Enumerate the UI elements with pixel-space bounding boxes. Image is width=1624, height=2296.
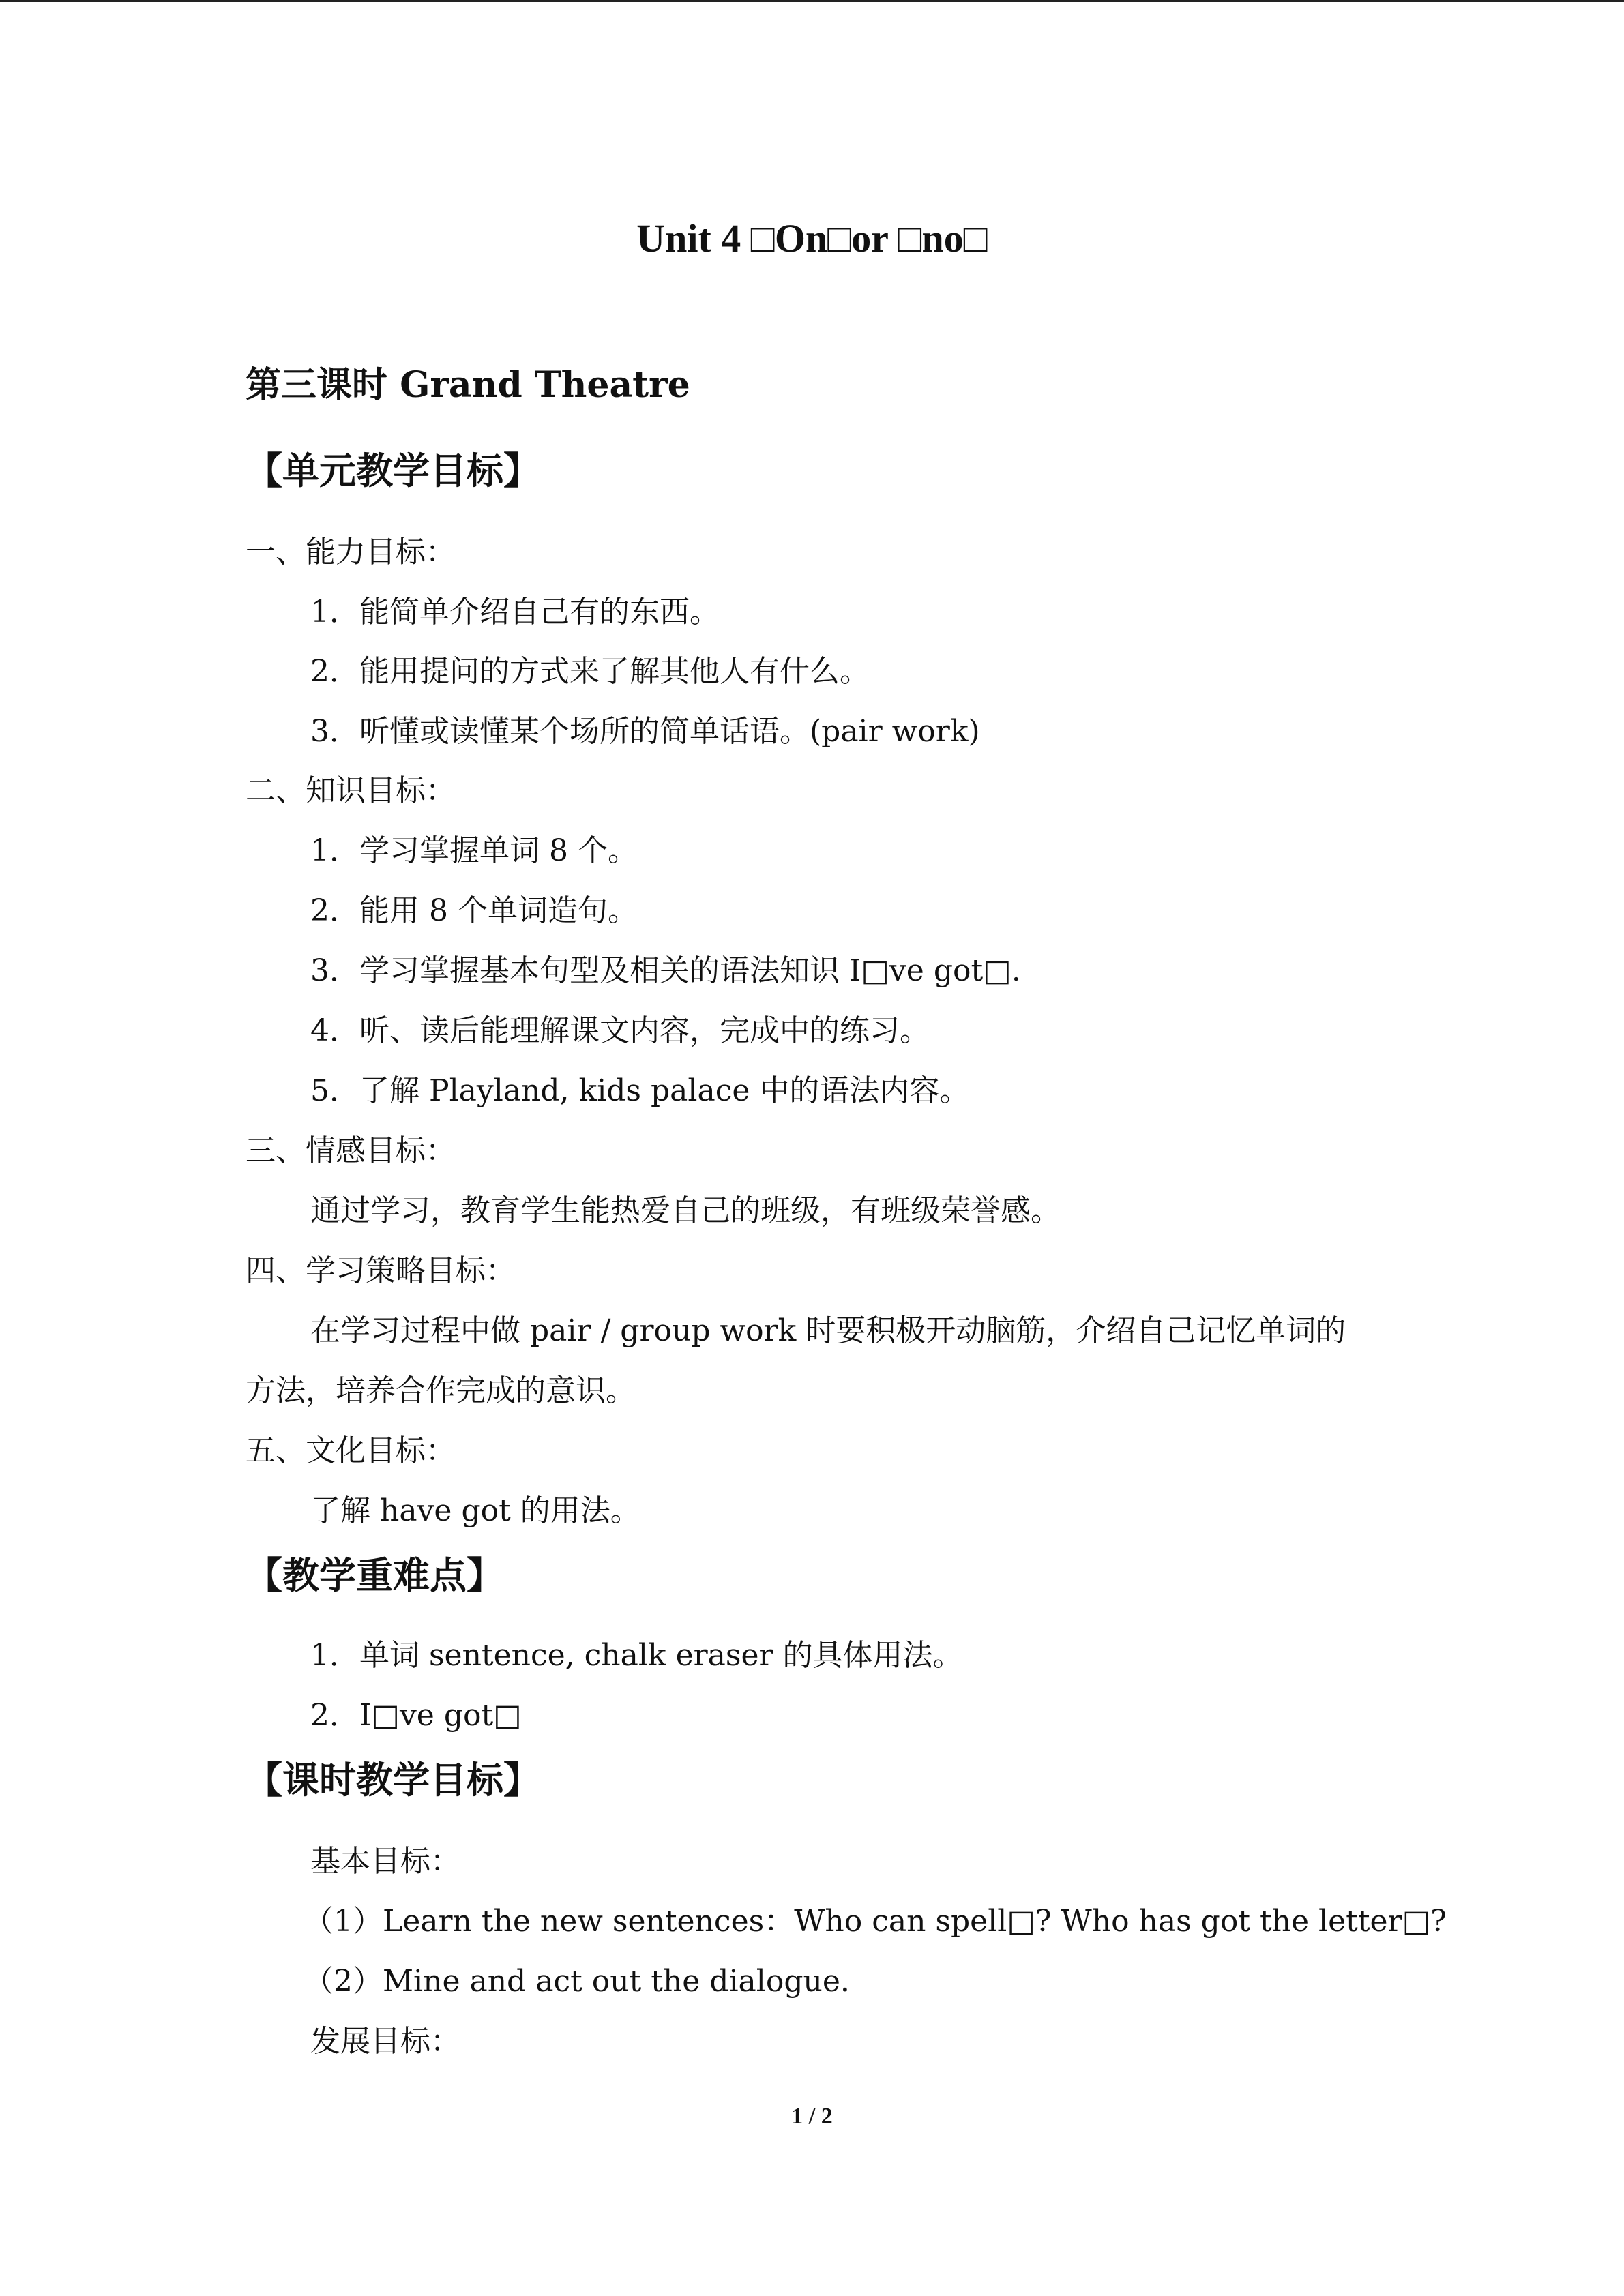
knowledge-item: 4．听、读后能理解课文内容，完成中的练习。 xyxy=(310,1013,930,1048)
ability-item: 2．能用提问的方式来了解其他人有什么。 xyxy=(310,654,870,689)
document-title: Unit 4 □On□or □no□ xyxy=(636,216,988,260)
ability-item: 3．听懂或读懂某个场所的简单话语。(pair work) xyxy=(310,714,980,749)
unit-goals-heading: 【单元教学目标】 xyxy=(246,449,540,492)
strategy-text-continued: 方法，培养合作完成的意识。 xyxy=(246,1373,636,1408)
ability-item: 1．能简单介绍自己有的东西。 xyxy=(310,595,720,629)
knowledge-item: 5．了解 Playland, kids palace 中的语法内容。 xyxy=(310,1073,970,1108)
knowledge-item: 3．学习掌握基本句型及相关的语法知识 I□ve got□. xyxy=(310,953,1021,988)
lesson-goals-heading: 【课时教学目标】 xyxy=(246,1758,540,1802)
culture-text: 了解 have got 的用法。 xyxy=(310,1493,640,1528)
key-point-item: 1．单词 sentence, chalk eraser 的具体用法。 xyxy=(310,1638,963,1673)
knowledge-item: 1．学习掌握单词 8 个。 xyxy=(310,833,638,868)
strategy-heading: 四、学习策略目标： xyxy=(246,1253,516,1288)
ability-heading: 一、能力目标： xyxy=(246,535,456,569)
basic-goal-item: （1）Learn the new sentences：Who can spell□? Who has got the letter□? xyxy=(304,1904,1447,1939)
basic-goals-heading: 基本目标： xyxy=(310,1844,460,1879)
culture-heading: 五、文化目标： xyxy=(246,1433,456,1468)
emotion-text: 通过学习，教育学生能热爱自己的班级，有班级荣誉感。 xyxy=(310,1193,1061,1228)
basic-goal-item: （2）Mine and act out the dialogue. xyxy=(304,1964,850,1999)
emotion-heading: 三、情感目标： xyxy=(246,1133,456,1168)
strategy-text: 在学习过程中做 pair / group work 时要积极开动脑筋，介绍自己记忆单词的 xyxy=(310,1313,1346,1348)
key-point-item: 2．I□ve got□ xyxy=(310,1698,522,1733)
key-points-heading: 【教学重难点】 xyxy=(246,1553,503,1597)
knowledge-item: 2．能用 8 个单词造句。 xyxy=(310,893,638,928)
knowledge-heading: 二、知识目标： xyxy=(246,773,456,808)
lesson-title: 第三课时 Grand Theatre xyxy=(246,364,690,406)
development-goals-heading: 发展目标： xyxy=(310,2024,460,2059)
page-number: 1 / 2 xyxy=(791,2104,833,2129)
